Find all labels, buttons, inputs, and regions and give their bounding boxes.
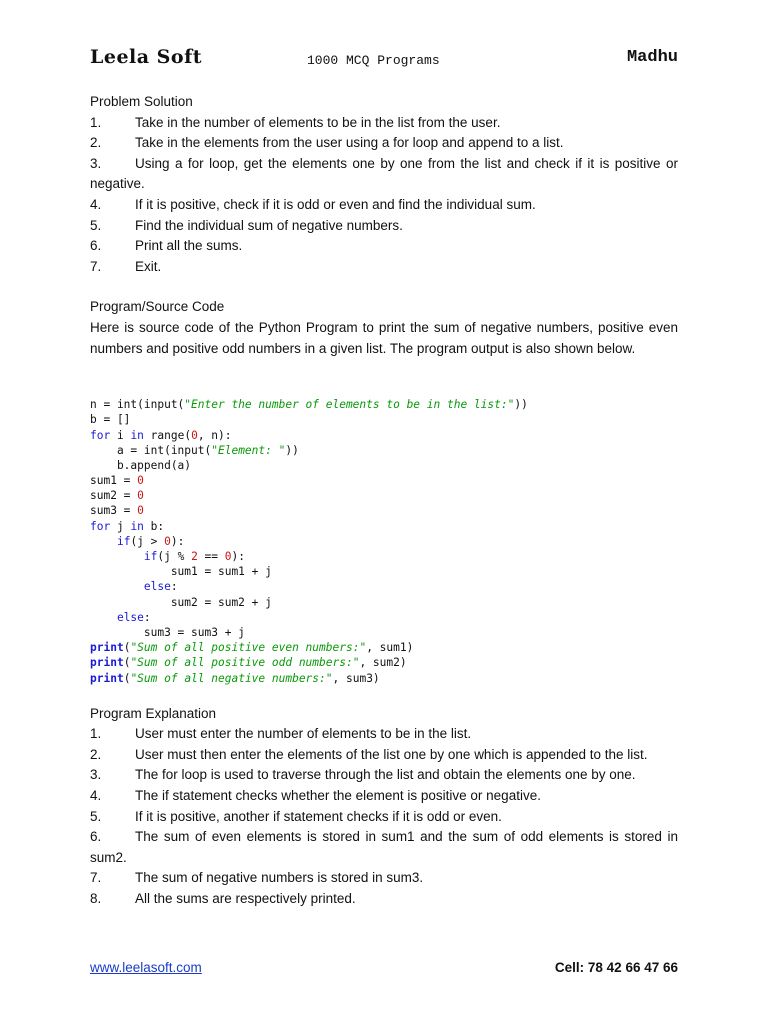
list-item-number: 3. (90, 767, 102, 783)
code-keyword: else (116, 610, 144, 624)
list-item-number: 7. (90, 258, 102, 274)
code-keyword: if (116, 534, 131, 548)
code-keyword: if (143, 550, 158, 563)
code-text: a = int(input( (90, 443, 212, 457)
code-text: , n): (197, 428, 232, 442)
code-text: , sum1) (366, 641, 414, 655)
code-text (90, 535, 117, 548)
code-keyword: in (130, 428, 144, 442)
code-number: 0 (164, 534, 171, 548)
code-line (90, 610, 678, 625)
list-item-number: 6. (90, 238, 102, 254)
list-item-text: All the sums are respectively printed. (135, 891, 356, 907)
code-text: sum2 = (90, 489, 138, 503)
code-text: )) (514, 398, 528, 412)
list-item-number: 1. (90, 114, 102, 130)
code-line (90, 549, 678, 564)
code-line (90, 579, 678, 594)
brand-logo-text: Leela Soft (90, 46, 203, 68)
list-item (90, 257, 678, 278)
code-line (90, 519, 678, 534)
list-item (90, 113, 678, 134)
code-text: ): (231, 550, 245, 563)
code-text: n = int(input( (90, 398, 185, 412)
code-number: 0 (137, 474, 144, 488)
problem-solution-heading: Problem Solution (90, 94, 193, 109)
list-item-text: Take in the elements from the user using a for loop and append to a list. (135, 135, 564, 151)
list-item (90, 807, 678, 828)
code-text: : (170, 580, 178, 594)
code-text (90, 550, 144, 563)
code-string: "Enter the number of elements to be in the list:" (184, 398, 515, 412)
code-line (90, 595, 678, 610)
list-item-number: 3. (90, 155, 102, 171)
code-number: 2 (191, 550, 198, 563)
code-text: ): (170, 534, 185, 548)
list-item-number: 4. (90, 788, 102, 804)
cell-number: Cell: 78 42 66 47 66 (554, 960, 678, 975)
code-text: , sum3) (332, 671, 380, 685)
list-item-text: Exit. (135, 258, 162, 274)
code-number: 0 (137, 504, 144, 518)
list-item-text: The for loop is used to traverse through the list and obtain the elements one by one. (135, 767, 636, 783)
code-number: 0 (137, 489, 144, 503)
page-header (90, 46, 678, 74)
code-text: , sum2) (359, 656, 407, 670)
code-string: "Sum of all negative numbers:" (130, 671, 333, 685)
code-text: b = [] (90, 413, 131, 427)
spacer (90, 277, 678, 297)
list-item (90, 216, 678, 237)
list-item-text: If it is positive, check if it is odd or even and find the individual sum. (135, 196, 536, 212)
code-line (90, 534, 678, 549)
source-code-heading: Program/Source Code (90, 299, 225, 315)
code-text: sum1 = sum1 + j (90, 565, 272, 579)
code-line (90, 640, 678, 655)
code-string: "Element: " (211, 443, 286, 457)
code-keyword: print (90, 656, 124, 670)
code-line (90, 488, 678, 503)
code-text: j (110, 519, 131, 533)
list-item-number: 5. (90, 217, 102, 233)
list-item-text: User must enter the number of elements to be in the list. (135, 726, 472, 742)
code-text (90, 580, 144, 593)
source-code-description: Here is source code of the Python Program to print the sum of negative numbers, positive even numbers and positive odd numbers in a given list. The program output is also shown below. (90, 319, 678, 356)
code-number: 0 (191, 428, 198, 442)
list-item-number: 6. (90, 829, 102, 845)
list-item-number: 4. (90, 196, 102, 212)
code-line (90, 671, 678, 686)
code-block (90, 397, 678, 686)
code-text: ( (123, 671, 131, 685)
program-explanation-heading: Program Explanation (90, 705, 217, 721)
list-item-number: 5. (90, 808, 102, 824)
list-item-number: 8. (90, 891, 102, 907)
code-string: "Sum of all positive even numbers:" (130, 641, 367, 655)
code-string: "Sum of all positive odd numbers:" (130, 656, 360, 670)
code-keyword: print (90, 671, 124, 685)
list-item (90, 236, 678, 257)
code-number: 0 (224, 550, 232, 563)
list-item-number: 7. (90, 870, 102, 886)
code-line (90, 503, 678, 518)
list-item (90, 786, 678, 807)
code-line (90, 625, 678, 640)
code-text: (j > (130, 534, 165, 548)
list-item-text: The sum of even elements is stored in sum1 and the sum of odd elements is stored in sum2. (90, 829, 678, 865)
list-item (90, 765, 678, 786)
list-item (90, 195, 678, 216)
list-item (90, 745, 678, 766)
code-text: sum1 = (90, 474, 138, 488)
list-item (90, 154, 678, 195)
code-text (90, 611, 117, 624)
list-item (90, 868, 678, 889)
code-text: ( (123, 641, 131, 655)
list-item-text: Print all the sums. (135, 238, 243, 254)
list-item-text: If it is positive, another if statement checks if it is odd or even. (135, 808, 502, 824)
code-keyword: in (130, 519, 144, 533)
code-text: b.append(a) (90, 458, 192, 472)
list-item (90, 889, 678, 910)
code-line (90, 428, 678, 443)
problem-solution-list (90, 113, 678, 278)
list-item-text: The sum of negative numbers is stored in sum3. (135, 870, 424, 886)
code-line (90, 458, 678, 473)
code-line (90, 443, 678, 458)
code-text: : (143, 610, 151, 624)
code-text: ( (123, 656, 131, 670)
document-subtitle: 1000 MCQ Programs (307, 53, 440, 68)
code-keyword: for (90, 519, 111, 533)
code-text: i (110, 428, 131, 442)
code-text: == (197, 550, 225, 563)
code-line (90, 397, 678, 412)
code-keyword: else (143, 580, 171, 594)
list-item-text: The if statement checks whether the element is positive or negative. (135, 788, 541, 804)
code-text: sum2 = sum2 + j (90, 595, 272, 609)
code-text: )) (285, 443, 299, 457)
code-text: sum3 = sum3 + j (90, 625, 245, 639)
code-line (90, 655, 678, 670)
code-keyword: print (90, 641, 124, 655)
list-item-text: Take in the number of elements to be in the list from the user. (135, 114, 501, 130)
code-text: range( (143, 428, 192, 442)
program-explanation-list (90, 724, 678, 909)
list-item (90, 724, 678, 745)
page-content (90, 92, 678, 910)
list-item-number: 2. (90, 135, 102, 151)
code-line (90, 412, 678, 427)
list-item-text: User must then enter the elements of the list one by one which is appended to the list. (135, 746, 648, 762)
code-line (90, 473, 678, 488)
author-name: Madhu (626, 48, 678, 67)
list-item-text: Using a for loop, get the elements one by one from the list and check if it is positive or negative. (90, 155, 678, 192)
code-text: (j % (157, 550, 192, 563)
list-item (90, 133, 678, 154)
list-item-number: 1. (90, 726, 102, 742)
list-item-number: 2. (90, 746, 102, 762)
list-item-text: Find the individual sum of negative numbers. (135, 217, 403, 233)
list-item (90, 827, 678, 868)
code-text: sum3 = (90, 504, 138, 518)
code-text: b: (143, 519, 165, 533)
code-line (90, 564, 678, 579)
website-link[interactable]: www.leelasoft.com (90, 960, 202, 975)
code-keyword: for (90, 428, 111, 442)
